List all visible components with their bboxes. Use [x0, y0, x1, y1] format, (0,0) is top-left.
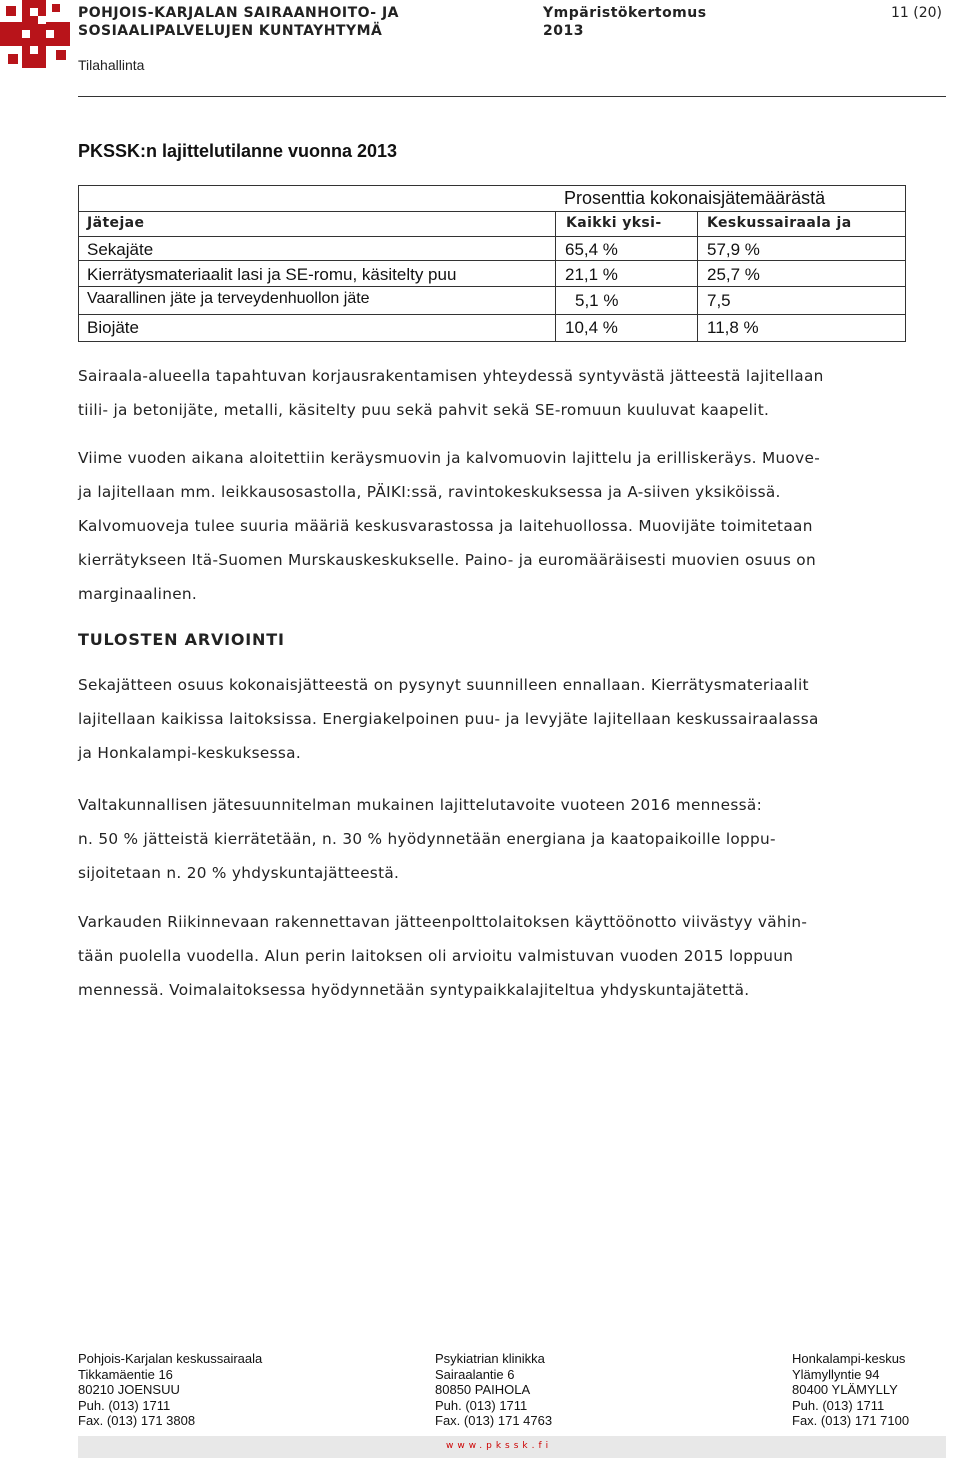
table-divider: [79, 314, 905, 315]
paragraph-line: Kalvomuoveja tulee suuria määriä keskusvarastossa ja laitehuollossa. Muovijäte toimitetaan: [78, 517, 813, 535]
paragraph-plastic-sorting: [78, 441, 948, 611]
paragraph-line: Valtakunnallisen jätesuunnitelman mukainen lajittelutavoite vuoteen 2016 mennessä:: [78, 796, 763, 814]
footer-line: Puh. (013) 1711: [435, 1397, 528, 1413]
section-name: Tilahallinta: [78, 57, 145, 73]
footer-line: Psykiatrian klinikka: [435, 1351, 545, 1366]
footer-line: Sairaalantie 6: [435, 1366, 515, 1382]
page-number: 11 (20): [890, 5, 942, 21]
footer-line: 80210 JOENSUU: [78, 1382, 180, 1397]
document-year: 2013: [543, 23, 584, 39]
table-row-central-hospital: 7,5: [707, 291, 731, 310]
paragraph-line: mennessä. Voimalaitoksessa hyödynnetään syntypaikkalajiteltua yhdyskuntajätettä.: [78, 981, 750, 999]
footer-address-psychiatric-clinic: [435, 1351, 552, 1429]
table-row-central-hospital: 25,7 %: [707, 265, 760, 284]
page-title: PKSSK:n lajittelutilanne vuonna 2013: [78, 141, 398, 161]
paragraph-incineration-plant: [78, 905, 948, 1007]
footer-address-honkalampi: [792, 1351, 909, 1429]
section-heading-results: TULOSTEN ARVIOINTI: [78, 630, 285, 649]
paragraph-renovation-waste: [78, 359, 948, 427]
table-column-divider: [697, 211, 698, 341]
table-row-name: Biojäte: [87, 318, 139, 337]
paragraph-line: lajitellaan kaikissa laitoksissa. Energiakelpoinen puu- ja levyjäte lajitellaan keskussairaalassa: [78, 710, 819, 728]
table-divider: [79, 286, 905, 287]
organization-name: [78, 4, 399, 40]
table-row-name: Kierrätysmateriaalit lasi ja SE-romu, käsitelty puu: [87, 265, 457, 284]
paragraph-line: n. 50 % jätteistä kierrätetään, n. 30 % hyödynnetään energiana ja kaatopaikoille loppu-: [78, 830, 776, 848]
footer-line: Pohjois-Karjalan keskussairaala: [78, 1351, 263, 1366]
paragraph-line: marginaalinen.: [78, 585, 198, 603]
table-row-central-hospital: 57,9 %: [707, 240, 760, 259]
paragraph-line: ja lajitellaan mm. leikkausosastolla, PÄIKI:ssä, ravintokeskuksessa ja A-siiven yksiköissä.: [78, 483, 781, 501]
table-row-name: Sekajäte: [87, 240, 154, 259]
footer-line: Puh. (013) 1711: [792, 1397, 885, 1413]
paragraph-line: tään puolella vuodella. Alun perin laitoksen oli arvioitu valmistuvan vuoden 2015 loppuun: [78, 947, 794, 965]
paragraph-results: [78, 668, 948, 770]
paragraph-line: Varkauden Riikinnevaan rakennettavan jätteenpolttolaitoksen käyttöönotto viivästyy vähin-: [78, 913, 808, 931]
paragraph-line: Viime vuoden aikana aloitettiin keräysmuovin ja kalvomuovin lajittelu ja erilliskeräys. Muove-: [78, 449, 821, 467]
footer-line: Fax. (013) 171 7100: [792, 1413, 910, 1428]
footer-website-link[interactable]: www.pkssk.fi: [446, 1441, 553, 1451]
table-row-all-units: 65,4 %: [565, 240, 618, 259]
table-row-all-units: 21,1 %: [565, 265, 618, 284]
table-row-all-units: 10,4 %: [565, 318, 618, 337]
document-title-text: Ympäristökertomus: [543, 5, 707, 21]
paragraph-line: Sekajätteen osuus kokonaisjätteestä on pysynyt suunnilleen ennallaan. Kierrätysmateriaalit: [78, 676, 809, 694]
organization-logo: [0, 0, 72, 68]
footer-line: Tikkamäentie 16: [78, 1366, 173, 1382]
paragraph-line: Sairaala-alueella tapahtuvan korjausrakentamisen yhteydessä syntyvästä jätteestä lajitellaan: [78, 367, 824, 385]
table-divider: [79, 211, 905, 212]
waste-sorting-table: [78, 185, 906, 342]
header-divider: [78, 96, 946, 97]
footer-line: Fax. (013) 171 3808: [78, 1413, 196, 1428]
document-title: [543, 4, 707, 40]
table-row-name: Vaarallinen jäte ja terveydenhuollon jäte: [87, 290, 370, 307]
table-header-waste-type: Jätejae: [87, 215, 145, 231]
footer-line: Puh. (013) 1711: [78, 1397, 171, 1413]
paragraph-line: ja Honkalampi-keskuksessa.: [78, 744, 302, 762]
paragraph-line: tiili- ja betonijäte, metalli, käsitelty puu sekä pahvit sekä SE-romuun kuuluvat kaapelit.: [78, 401, 770, 419]
footer-address-central-hospital: [78, 1351, 262, 1429]
paragraph-line: kierrätykseen Itä-Suomen Murskauskeskukselle. Paino- ja euromääräisesti muovien osuus on: [78, 551, 816, 569]
organization-name-line2: SOSIAALIPALVELUJEN KUNTAYHTYMÄ: [78, 23, 383, 39]
paragraph-line: sijoitetaan n. 20 % yhdyskuntajätteestä.: [78, 864, 400, 882]
table-header-central-hospital: Keskussairaala ja: [707, 215, 852, 231]
table-row-central-hospital: 11,8 %: [707, 318, 759, 337]
footer-line: 80850 PAIHOLA: [435, 1382, 531, 1397]
table-group-header: Prosenttia kokonaisjätemäärästä: [564, 188, 826, 208]
pkssk-red-cross-logo-icon: [0, 0, 72, 68]
footer-line: Fax. (013) 171 4763: [435, 1413, 553, 1428]
footer-line: Ylämyllyntie 94: [792, 1366, 880, 1382]
table-divider: [79, 260, 905, 261]
table-column-divider: [555, 211, 556, 341]
table-divider: [79, 236, 905, 237]
footer-line: 80400 YLÄMYLLY: [792, 1382, 898, 1397]
table-header-all-units: Kaikki yksi-: [566, 215, 662, 231]
footer-line: Honkalampi-keskus: [792, 1351, 906, 1366]
table-row-all-units: 5,1 %: [575, 291, 619, 310]
organization-name-line1: POHJOIS-KARJALAN SAIRAANHOITO- JA: [78, 5, 400, 21]
paragraph-national-target: [78, 788, 948, 890]
